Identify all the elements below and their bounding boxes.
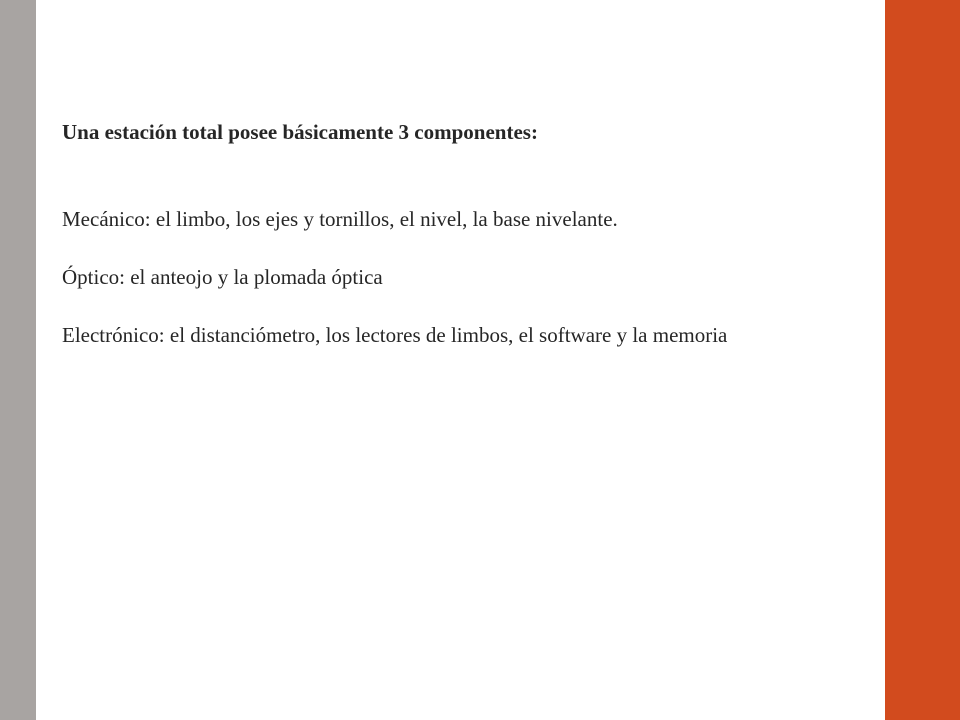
left-accent-bar	[0, 0, 36, 720]
component-optico: Óptico: el anteojo y la plomada óptica	[62, 265, 383, 289]
right-accent-bar	[885, 0, 960, 720]
slide-heading: Una estación total posee básicamente 3 componentes:	[62, 120, 538, 144]
spacer	[62, 234, 835, 263]
spacer	[62, 292, 835, 321]
component-mecanico: Mecánico: el limbo, los ejes y tornillos, el nivel, la base nivelante.	[62, 207, 618, 231]
component-electronico: Electrónico: el distanciómetro, los lectores de limbos, el software y la memoria	[62, 323, 728, 347]
spacer	[62, 147, 835, 205]
slide-content	[62, 118, 835, 350]
